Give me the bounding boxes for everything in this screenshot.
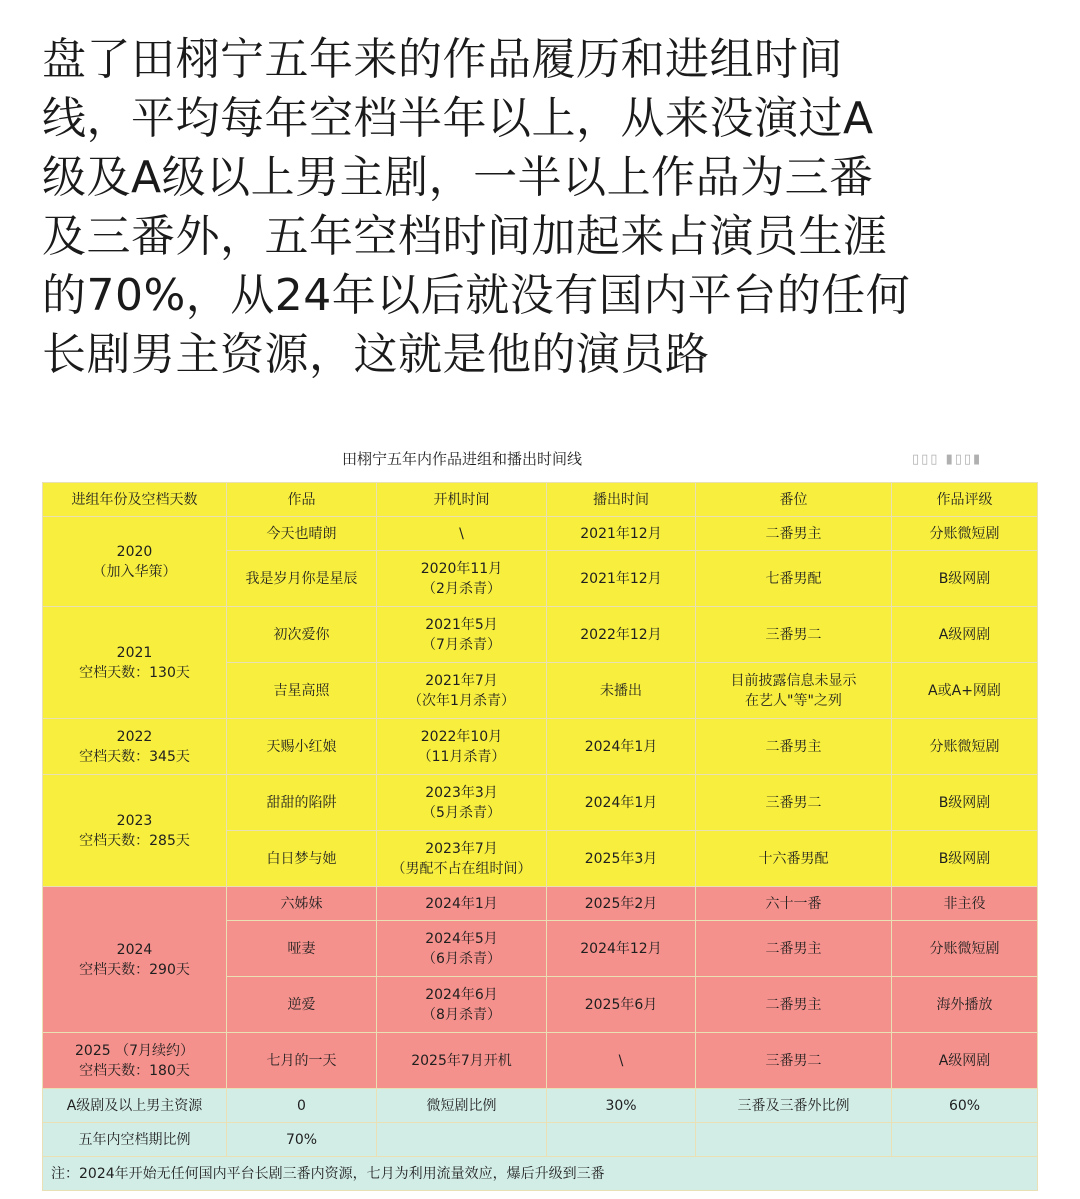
start-date: 2023年3月: [425, 784, 498, 801]
work-cell: 初次爱你: [227, 607, 377, 663]
empty-cell: [892, 1123, 1038, 1157]
empty-cell: [377, 1123, 547, 1157]
air-cell: 2024年12月: [547, 921, 696, 977]
summary-row: [43, 1089, 1038, 1123]
rank-cell: 二番男主: [696, 719, 892, 775]
table-row: [43, 517, 1038, 551]
start-date: 2024年6月: [425, 986, 498, 1003]
start-date: 2023年7月: [425, 840, 498, 857]
header-cell: 番位: [696, 483, 892, 517]
year-gap: 空档天数：180天: [79, 1062, 190, 1079]
grade-cell: B级网剧: [892, 831, 1038, 887]
rank-cell: 二番男主: [696, 921, 892, 977]
grade-cell: A或A+网剧: [892, 663, 1038, 719]
table-row: [43, 719, 1038, 775]
sheet-title: 田栩宁五年内作品进组和播出时间线: [341, 450, 582, 468]
table-row: [43, 1033, 1038, 1089]
start-date: 2025年7月开机: [411, 1052, 512, 1069]
work-cell: 甜甜的陷阱: [227, 775, 377, 831]
rank-cell: 六十一番: [696, 887, 892, 921]
headline-line: 盘了田栩宁五年来的作品履历和进组时间: [42, 34, 843, 85]
start-cell: [377, 517, 547, 551]
rank-text: 在艺人"等"之列: [745, 692, 842, 709]
start-cell: [377, 831, 547, 887]
year-cell: [43, 1033, 227, 1089]
work-cell: 哑妻: [227, 921, 377, 977]
headline-line: 的70%，从24年以后就没有国内平台的任何: [42, 270, 911, 321]
work-cell: 白日梦与她: [227, 831, 377, 887]
grade-cell: A级网剧: [892, 1033, 1038, 1089]
start-cell: [377, 551, 547, 607]
air-cell: 2022年12月: [547, 607, 696, 663]
year-cell: [43, 775, 227, 887]
start-cell: [377, 977, 547, 1033]
start-date: 2020年11月: [420, 560, 503, 577]
air-cell: 2025年6月: [547, 977, 696, 1033]
summary-label: 五年内空档期比例: [43, 1123, 227, 1157]
start-cell: [377, 719, 547, 775]
summary-label: A级剧及以上男主资源: [43, 1089, 227, 1123]
air-cell: 未播出: [547, 663, 696, 719]
year-cell: [43, 517, 227, 607]
empty-cell: [547, 1123, 696, 1157]
rank-cell: 二番男主: [696, 977, 892, 1033]
table-header-row: [43, 483, 1038, 517]
work-cell: 今天也晴朗: [227, 517, 377, 551]
header-cell: 作品: [227, 483, 377, 517]
start-cell: [377, 921, 547, 977]
start-cell: [377, 1033, 547, 1089]
air-cell: 2025年2月: [547, 887, 696, 921]
year-cell: [43, 719, 227, 775]
wrap-date: （7月杀青）: [422, 636, 501, 653]
year-gap: 空档天数：130天: [79, 664, 190, 681]
year-label: 2023: [116, 812, 153, 829]
air-cell: 2021年12月: [547, 551, 696, 607]
empty-cell: [696, 1123, 892, 1157]
work-cell: 吉星高照: [227, 663, 377, 719]
year-cell: [43, 887, 227, 1033]
grade-cell: 分账微短剧: [892, 719, 1038, 775]
rank-cell: 七番男配: [696, 551, 892, 607]
start-cell: [377, 887, 547, 921]
work-cell: 七月的一天: [227, 1033, 377, 1089]
grade-cell: 分账微短剧: [892, 517, 1038, 551]
grade-cell: 分账微短剧: [892, 921, 1038, 977]
rank-text: 目前披露信息未显示: [730, 672, 857, 689]
start-date: \: [459, 525, 464, 542]
work-cell: 六姊妹: [227, 887, 377, 921]
summary-value: 30%: [547, 1089, 696, 1123]
wrap-date: （6月杀青）: [422, 950, 501, 967]
header-cell: 开机时间: [377, 483, 547, 517]
year-gap: 空档天数：290天: [79, 961, 190, 978]
headline-line: 级及A级以上男主剧，一半以上作品为三番: [42, 152, 874, 203]
start-date: 2022年10月: [420, 728, 503, 745]
grade-cell: A级网剧: [892, 607, 1038, 663]
rank-cell: 三番男二: [696, 607, 892, 663]
summary-row: [43, 1123, 1038, 1157]
timeline-table: [42, 482, 1038, 1191]
start-date: 2024年5月: [425, 930, 498, 947]
summary-value: 60%: [892, 1089, 1038, 1123]
grade-cell: B级网剧: [892, 775, 1038, 831]
air-cell: 2021年12月: [547, 517, 696, 551]
year-gap: 空档天数：345天: [79, 748, 190, 765]
rank-cell: 三番男二: [696, 775, 892, 831]
air-cell: \: [547, 1033, 696, 1089]
rank-cell: 三番男二: [696, 1033, 892, 1089]
year-label: 2024: [116, 941, 153, 958]
table-note: 注：2024年开始无任何国内平台长剧三番内资源，七月为利用流量效应，爆后升级到三番: [43, 1157, 1038, 1191]
headline-line: 线，平均每年空档半年以上，从来没演过A: [42, 93, 874, 144]
year-label: 2021: [116, 644, 153, 661]
grade-cell: 非主役: [892, 887, 1038, 921]
wrap-date: （2月杀青）: [422, 580, 501, 597]
grade-cell: B级网剧: [892, 551, 1038, 607]
air-cell: 2024年1月: [547, 719, 696, 775]
table-row: [43, 887, 1038, 921]
rank-cell: 十六番男配: [696, 831, 892, 887]
wrap-date: （11月杀青）: [417, 748, 506, 765]
headline-line: 及三番外，五年空档时间加起来占演员生涯: [42, 211, 888, 262]
wrap-date: （男配不占在组时间）: [391, 860, 532, 877]
summary-label: 微短剧比例: [377, 1089, 547, 1123]
year-gap: （加入华策）: [92, 563, 177, 580]
summary-label: 三番及三番外比例: [696, 1089, 892, 1123]
headline-line: 长剧男主资源，这就是他的演员路: [42, 329, 710, 380]
work-cell: 天赐小红娘: [227, 719, 377, 775]
work-cell: 逆爱: [227, 977, 377, 1033]
air-cell: 2025年3月: [547, 831, 696, 887]
rank-cell: [696, 663, 892, 719]
start-date: 2021年7月: [425, 672, 498, 689]
air-cell: 2024年1月: [547, 775, 696, 831]
start-cell: [377, 663, 547, 719]
year-label: 2020: [116, 543, 153, 560]
post-headline: [42, 30, 1052, 384]
start-cell: [377, 607, 547, 663]
start-date: 2021年5月: [425, 616, 498, 633]
start-date: 2024年1月: [425, 895, 498, 912]
year-label: 2022: [116, 728, 153, 745]
year-cell: [43, 607, 227, 719]
wrap-date: （5月杀青）: [422, 804, 501, 821]
year-gap: 空档天数：285天: [79, 832, 190, 849]
work-cell: 我是岁月你是星辰: [227, 551, 377, 607]
summary-value: 0: [227, 1089, 377, 1123]
year-label: 2025 （7月续约）: [75, 1042, 194, 1059]
wrap-date: （8月杀青）: [422, 1006, 501, 1023]
table-row: [43, 607, 1038, 663]
table-row: [43, 775, 1038, 831]
grade-cell: 海外播放: [892, 977, 1038, 1033]
note-row: [43, 1157, 1038, 1191]
rank-cell: 二番男主: [696, 517, 892, 551]
header-cell: 播出时间: [547, 483, 696, 517]
watermark: ▯▯▯ ▮▯▯▮: [912, 452, 983, 467]
start-cell: [377, 775, 547, 831]
summary-value: 70%: [227, 1123, 377, 1157]
wrap-date: （次年1月杀青）: [408, 692, 515, 709]
header-cell: 进组年份及空档天数: [43, 483, 227, 517]
header-cell: 作品评级: [892, 483, 1038, 517]
